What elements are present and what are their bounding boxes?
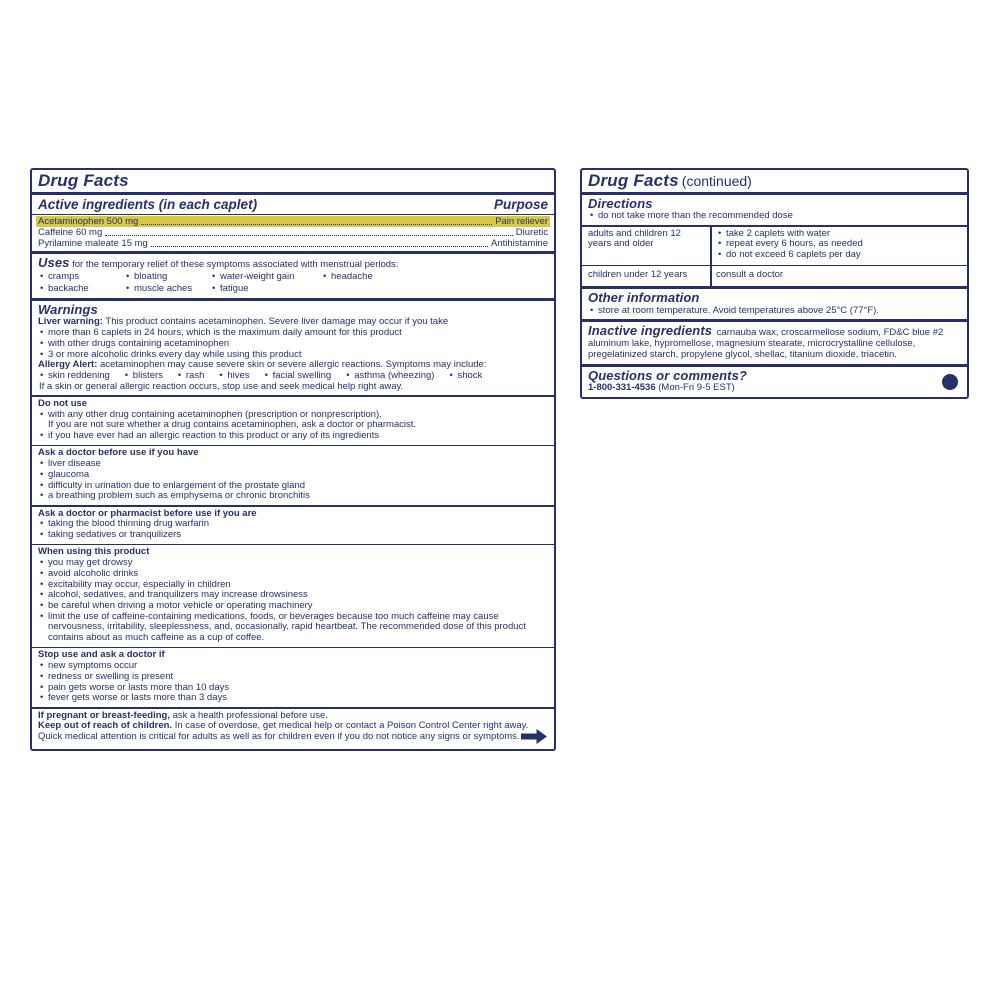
pregnancy-label: If pregnant or breast-feeding,: [38, 709, 170, 721]
bullet-item: • pain gets worse or lasts more than 10 days: [38, 683, 548, 694]
keep-out-line: [38, 721, 548, 742]
purpose-heading: Purpose: [493, 196, 548, 212]
dose-instructions: [704, 229, 967, 261]
bullet-text: • with any other drug containing acetaminophen (prescription or nonprescription).: [48, 408, 382, 420]
bullet-item: • 3 or more alcoholic drinks every day while using this product: [38, 350, 548, 361]
do-not-use-heading: Do not use: [38, 397, 88, 409]
bullet-item: • if you have ever had an allergic reaction to this product or any of its ingredients: [38, 431, 548, 442]
inactive-ingredients-paragraph: [588, 324, 961, 360]
ingredient-name: Caffeine 60 mg: [38, 226, 103, 238]
bullet-item: • fatigue: [210, 284, 249, 295]
do-not-use-section: [32, 397, 554, 445]
dose-group-label: adults and children 12 years and older: [588, 227, 681, 250]
bullet-item: • backache: [38, 284, 124, 295]
bullet-item: • be careful when driving a motor vehicle or operating machinery: [38, 601, 548, 612]
bullet-item: [38, 410, 548, 431]
ingredient-name: Pyrilamine maleate 15 mg: [38, 237, 148, 249]
filled-circle-icon: [942, 374, 958, 390]
allergy-alert-text: acetaminophen may cause severe skin or severe allergic reactions. Symptoms may include:: [99, 359, 487, 371]
bullet-item: • store at room temperature. Avoid temperatures above 25°C (77°F).: [588, 306, 961, 317]
inactive-ingredients-text: carnauba wax, croscarmellose sodium, FD&C blue #2 aluminum lake, hypromellose, magnesium stearate, microcrystalline cellulose, pregelatinized starch, propylene glycol, shellac, titanium dioxide, triacetin.: [588, 327, 944, 360]
bullet-item: • new symptoms occur: [38, 661, 548, 672]
keep-out-label: Keep out of reach of children.: [38, 720, 173, 732]
bullet-item: • taking sedatives or tranquilizers: [38, 530, 548, 541]
ingredient-row-caffeine: [36, 227, 550, 238]
warnings-heading: Warnings: [38, 301, 98, 317]
bullet-item: • rash: [176, 371, 204, 382]
uses-heading: Uses: [38, 255, 70, 271]
bullet-item: • you may get drowsy: [38, 558, 548, 569]
bullet-item: • redness or swelling is present: [38, 672, 548, 683]
bullet-item: • glaucoma: [38, 470, 548, 481]
bullet-item: • facial swelling: [263, 371, 332, 382]
bullet-item: • do not take more than the recommended dose: [588, 211, 961, 222]
uses-intro-line: [38, 256, 548, 271]
uses-section: [32, 254, 554, 297]
phone-hours: (Mon-Fri 9-5 EST): [658, 382, 735, 394]
phone-number: 1-800-331-4536: [588, 382, 656, 394]
ingredient-purpose: Antihistamine: [490, 237, 548, 249]
pregnancy-text: ask a health professional before use.: [172, 709, 328, 721]
bullet-item: • bloating: [124, 272, 210, 283]
ingredient-row-acetaminophen: [36, 216, 550, 227]
liver-warning-text: This product contains acetaminophen. Severe liver damage may occur if you take: [105, 316, 449, 328]
bullet-item: • a breathing problem such as emphysema or chronic bronchitis: [38, 491, 548, 502]
ask-pharmacist-heading: Ask a doctor or pharmacist before use if you are: [38, 507, 257, 519]
bullet-item: • liver disease: [38, 459, 548, 470]
other-information-section: [582, 289, 967, 319]
bullet-item: • taking the blood thinning drug warfarin: [38, 519, 548, 530]
table-row-adults: [582, 227, 967, 265]
allergy-alert-label: Allergy Alert:: [38, 359, 98, 371]
ingredient-purpose: Pain reliever: [495, 215, 548, 227]
questions-section: [582, 367, 967, 397]
bullet-item: • muscle aches: [124, 284, 210, 295]
continue-arrow-icon: [521, 729, 547, 744]
questions-heading: Questions or comments?: [588, 367, 747, 383]
bullet-item: • water-weight gain: [210, 272, 321, 283]
pregnancy-keepout-section: [32, 709, 554, 749]
continued-suffix: (continued): [681, 173, 752, 189]
dotted-leader: [105, 235, 513, 236]
bullet-item: • shock: [447, 371, 482, 382]
directions-heading: Directions: [588, 195, 653, 211]
bullet-item: • blisters: [123, 371, 163, 382]
bullet-item: • asthma (wheezing): [344, 371, 434, 382]
ingredient-purpose: Diuretic: [515, 226, 548, 238]
bullet-item: • headache: [321, 272, 373, 283]
drug-facts-title: Drug Facts: [38, 171, 129, 190]
bullet-item: • limit the use of caffeine-containing medications, foods, or beverages because too much caffeine may cause nervousness, irritability, sleeplessness, and, occasionally, rapid heartbeat. The recommended dose of this product contains about as much caffeine as a cup of coffee.: [38, 612, 548, 644]
phone-line: [588, 383, 937, 394]
bullet-item: • repeat every 6 hours, as needed: [716, 239, 967, 250]
bullet-item: • avoid alcoholic drinks: [38, 569, 548, 580]
liver-warning-label: Liver warning:: [38, 316, 103, 328]
bullet-item: • do not exceed 6 caplets per day: [716, 250, 967, 261]
uses-intro: for the temporary relief of these symptoms associated with menstrual periods:: [72, 259, 399, 271]
bullet-item: • fever gets worse or lasts more than 3 days: [38, 693, 548, 704]
stop-use-heading: Stop use and ask a doctor if: [38, 649, 165, 661]
table-row-children: [582, 266, 967, 286]
ingredient-name: Acetaminophen 500 mg: [38, 215, 139, 227]
bullet-item: • difficulty in urination due to enlargement of the prostate gland: [38, 481, 548, 492]
directions-section: [582, 195, 967, 225]
dotted-leader: [151, 246, 488, 247]
drug-facts-panel: [30, 168, 556, 751]
inactive-ingredients-heading: Inactive ingredients: [588, 323, 713, 339]
bullet-item: • with other drugs containing acetaminophen: [38, 339, 548, 350]
continued-title-row: [582, 170, 967, 192]
dotted-leader: [141, 224, 492, 225]
bullet-item: • skin reddening: [38, 371, 110, 382]
bullet-item: • take 2 caplets with water: [716, 229, 967, 240]
directions-table: [582, 227, 967, 286]
active-ingredients-table: [32, 215, 554, 251]
drug-facts-continued-panel: [580, 168, 969, 399]
stop-use-section: [32, 648, 554, 707]
bullet-item: • more than 6 caplets in 24 hours, which is the maximum daily amount for this product: [38, 328, 548, 339]
warnings-section: [32, 301, 554, 396]
other-information-heading: Other information: [588, 290, 700, 306]
dose-group-label: children under 12 years: [588, 269, 688, 281]
dose-instructions: consult a doctor: [716, 269, 784, 281]
active-ingredients-heading: Active ingredients (in each caplet): [38, 196, 258, 212]
when-using-section: [32, 545, 554, 647]
keep-out-text: In case of overdose, get medical help or contact a Poison Control Center right away. Quick medical attention is critical for adults as well as for children even if you do not notice any signs or symptoms.: [38, 720, 529, 743]
bullet-item: • cramps: [38, 272, 124, 283]
uses-bullets-row: [38, 284, 548, 295]
ask-doctor-heading: Ask a doctor before use if you have: [38, 447, 199, 459]
ingredient-row-pyrilamine: [36, 238, 550, 249]
bullet-item: • hives: [217, 371, 249, 382]
uses-bullets-row: [38, 272, 548, 283]
bullet-continuation: If you are not sure whether a drug contains acetaminophen, ask a doctor or pharmacist.: [48, 419, 417, 431]
active-ingredients-header: [32, 195, 554, 214]
bullet-item: • alcohol, sedatives, and tranquilizers may increase drowsiness: [38, 590, 548, 601]
inactive-ingredients-section: [582, 322, 967, 363]
when-using-heading: When using this product: [38, 546, 150, 558]
allergy-note: If a skin or general allergic reaction occurs, stop use and seek medical help right away.: [39, 380, 404, 392]
bullet-item: • excitability may occur, especially in children: [38, 580, 548, 591]
table-column-divider: [710, 227, 712, 286]
drug-facts-continued-title: Drug Facts: [588, 171, 679, 190]
ask-doctor-section: [32, 446, 554, 505]
ask-pharmacist-section: [32, 507, 554, 544]
